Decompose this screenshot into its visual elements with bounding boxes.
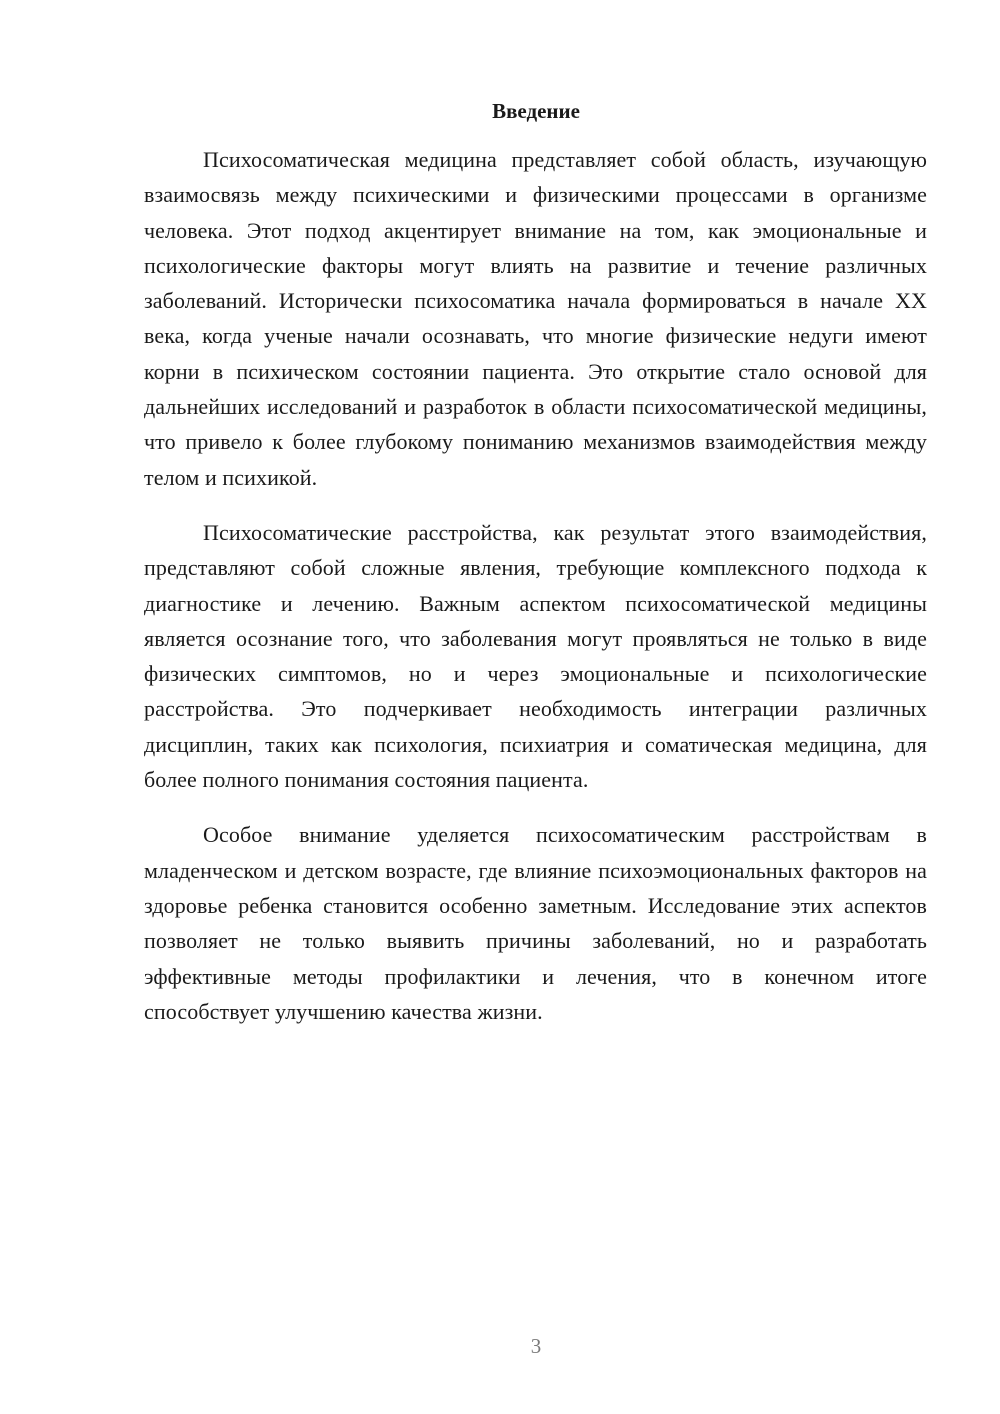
paragraph-1: Психосоматическая медицина представляет собой область, изучающую взаимосвязь между психическими и физическими процессами в организме человека. Этот подход акцентирует внимание на том, как эмоциональные и психологические факторы могут влиять на развитие и течение различных заболеваний. Исторически психосоматика начала формироваться в начале XX века, когда ученые начали осознавать, что многие физические недуги имеют корни в психическом состоянии пациента. Это открытие стало основой для дальнейших исследований и разработок в области психосоматической медицины, что привело к более глубокому пониманию механизмов взаимодействия между телом и психикой. [144, 147, 927, 490]
page-title: Введение [492, 99, 580, 123]
page-number: 3 [530, 1334, 542, 1358]
paragraph-2: Психосоматические расстройства, как результат этого взаимодействия, представляют собой сложные явления, требующие комплексного подхода к диагностике и лечению. Важным аспектом психосоматической медицины является осознание того, что заболевания могут проявляться не только в виде физических симптомов, но и через эмоциональные и психологические расстройства. Это подчеркивает необходимость интеграции различных дисциплин, таких как психология, психиатрия и соматическая медицина, для более полного понимания состояния пациента. [144, 519, 927, 793]
paragraph-3: Особое внимание уделяется психосоматическим расстройствам в младенческом и детском возрасте, где влияние психоэмоциональных факторов на здоровье ребенка становится особенно заметным. Исследование этих аспектов позволяет не только выявить причины заболеваний, но и разработать эффективные методы профилактики и лечения, что в конечном итоге способствует улучшению качества жизни. [144, 822, 927, 1024]
document-body [144, 142, 927, 1029]
